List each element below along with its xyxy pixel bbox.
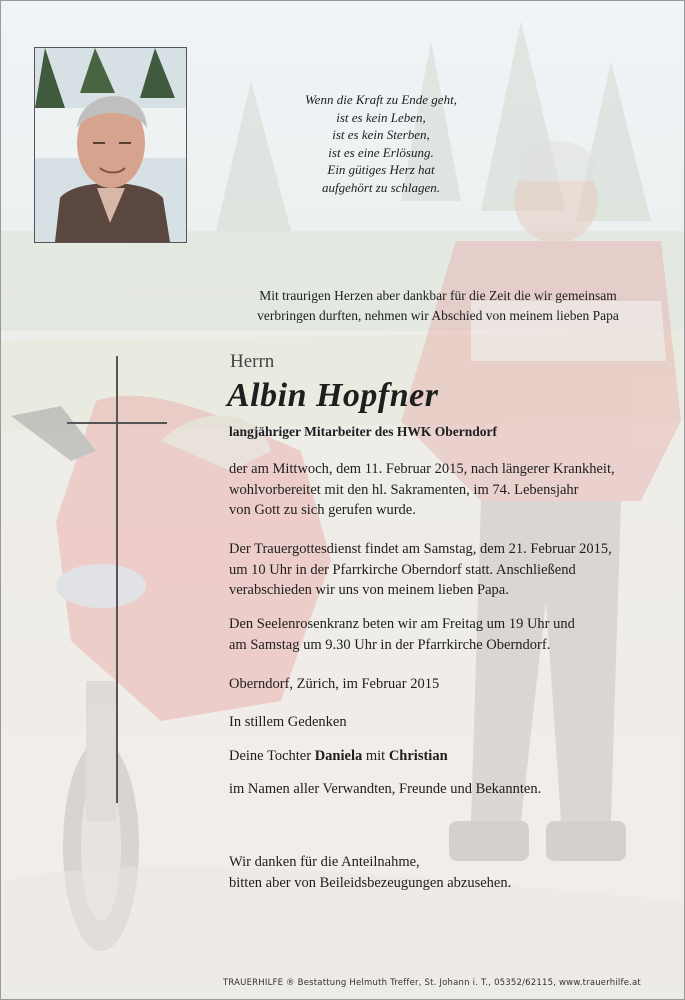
death-notice-line: wohlvorbereitet mit den hl. Sakramenten, im 74. Lebensjahr — [229, 481, 579, 498]
thanks-line: Wir danken für die Anteilnahme, — [229, 854, 420, 870]
family-line — [229, 746, 448, 767]
portrait-photo — [34, 47, 187, 243]
poem-line: ist es eine Erlösung. — [328, 144, 434, 160]
funeral-line: Der Trauergottesdienst findet am Samstag, dem 21. Februar 2015, — [229, 541, 612, 557]
thanks-line: bitten aber von Beileidsbezeugungen abzusehen. — [229, 874, 512, 891]
relatives-line — [229, 779, 541, 800]
thanks-note — [229, 852, 511, 893]
family-middle: mit — [362, 748, 389, 764]
intro-line: verbringen durften, nehmen wir Abschied von meinem lieben Papa — [257, 308, 619, 323]
poem-line: Wenn die Kraft zu Ende geht, — [305, 92, 457, 107]
rosary-line: Den Seelenrosenkranz beten wir am Freitag um 19 Uhr und — [229, 616, 575, 632]
funeral-line: um 10 Uhr in der Pfarrkirche Oberndorf statt. Anschließend — [229, 561, 576, 578]
daughter-name: Daniela — [314, 748, 363, 764]
family-text — [229, 746, 448, 767]
in-memory — [229, 712, 347, 733]
place-date — [229, 674, 439, 695]
death-notice — [229, 459, 615, 521]
poem-line: aufgehört zu schlagen. — [321, 179, 441, 195]
rosary-line: am Samstag um 9.30 Uhr in der Pfarrkirche Oberndorf. — [229, 636, 551, 653]
death-notice-line: von Gott zu sich gerufen wurde. — [229, 502, 416, 518]
in-memory-text: In stillem Gedenken — [229, 714, 347, 730]
relatives-text: im Namen aller Verwandten, Freunde und Bekannten. — [229, 781, 542, 797]
salutation: Herrn — [230, 351, 275, 372]
poem-line: ist es kein Sterben, — [332, 127, 430, 142]
family-prefix: Deine Tochter — [229, 748, 315, 764]
intro-text — [213, 286, 663, 326]
place-date-text: Oberndorf, Zürich, im Februar 2015 — [229, 676, 440, 692]
deceased-role: langjähriger Mitarbeiter des HWK Oberndorf — [229, 424, 497, 439]
rosary-info — [229, 614, 575, 655]
footer-imprint: TRAUERHILFE ® Bestattung Helmuth Treffer, St. Johann i. T., 05352/62115, www.trauerhilfe.at — [223, 978, 641, 988]
death-notice-line: der am Mittwoch, dem 11. Februar 2015, nach längerer Krankheit, — [229, 461, 615, 477]
poem — [271, 91, 491, 196]
portrait-image — [35, 48, 186, 242]
funeral-info — [229, 539, 612, 601]
cross-horizontal-bar — [67, 422, 167, 424]
funeral-line: verabschieden wir uns von meinem lieben Papa. — [229, 582, 509, 598]
partner-name: Christian — [388, 748, 448, 764]
intro-line: Mit traurigen Herzen aber dankbar für die Zeit die wir gemeinsam — [259, 288, 617, 303]
poem-line: ist es kein Leben, — [336, 109, 426, 125]
deceased-name: Albin Hopfner — [227, 377, 439, 414]
poem-line: Ein gütiges Herz hat — [327, 162, 435, 177]
